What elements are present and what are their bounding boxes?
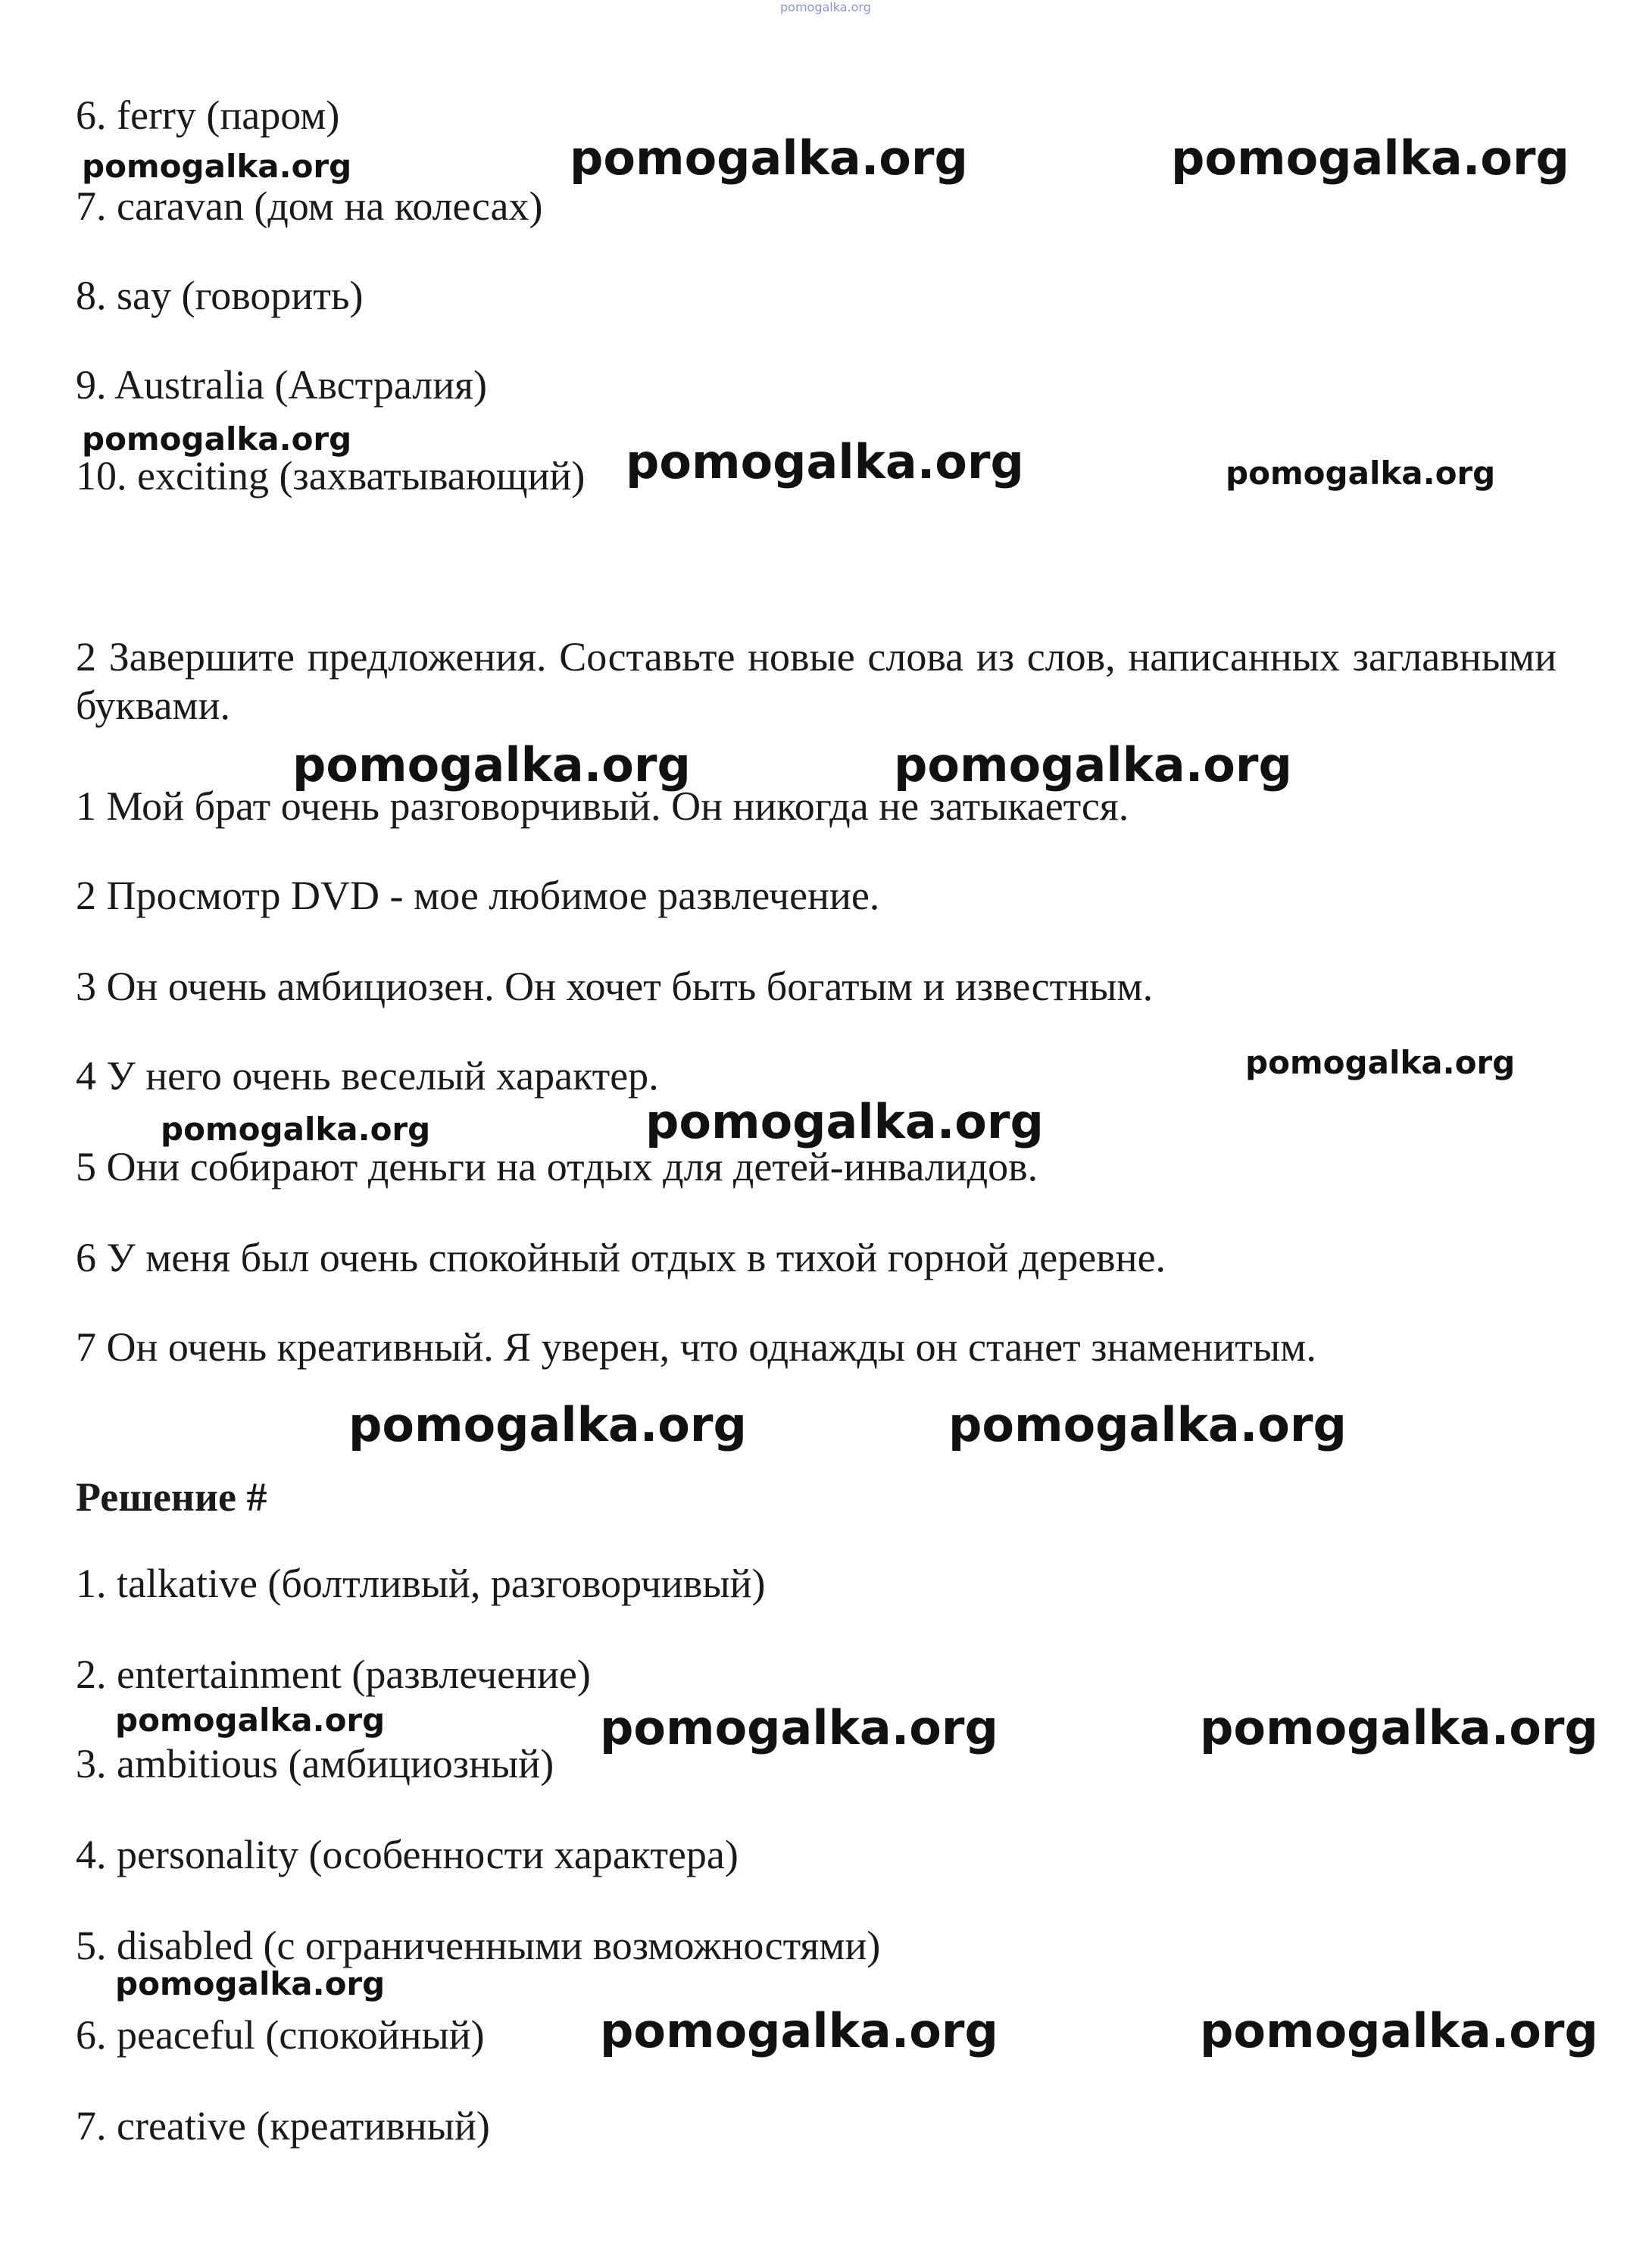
watermark: pomogalka.org <box>894 737 1292 792</box>
watermark: pomogalka.org <box>1200 2003 1598 2058</box>
watermark: pomogalka.org <box>1226 455 1496 492</box>
vocab-item: 8. say (говорить) <box>76 273 364 318</box>
answer-item: 5. disabled (с ограниченными возможностями) <box>76 1923 881 1968</box>
task-sentence: 5 Они собирают деньги на отдых для детей-инвалидов. <box>76 1144 1038 1189</box>
watermark: pomogalka.org <box>1245 1044 1516 1081</box>
watermark: pomogalka.org <box>1200 1700 1598 1755</box>
answer-item: 7. creative (креативный) <box>76 2103 490 2149</box>
vocab-item: 10. exciting (захватывающий) <box>76 453 586 499</box>
watermark: pomogalka.org <box>115 1965 386 2002</box>
watermark: pomogalka.org <box>348 1397 747 1452</box>
answer-item: 4. personality (особенности характера) <box>76 1832 739 1877</box>
watermark: pomogalka.org <box>115 1702 386 1739</box>
watermark: pomogalka.org <box>626 434 1024 489</box>
task-sentence: 3 Он очень амбициозен. Он хочет быть богатым и известным. <box>76 964 1154 1009</box>
answer-item: 3. ambitious (амбициозный) <box>76 1741 554 1786</box>
watermark: pomogalka.org <box>161 1111 431 1148</box>
watermark: pomogalka.org <box>292 737 691 792</box>
task-instruction: 2 Завершите предложения. Составьте новые слова из слов, написанных заглавными буквами. <box>76 634 1557 728</box>
answer-item: 2. entertainment (развлечение) <box>76 1652 591 1697</box>
watermark: pomogalka.org <box>1171 130 1569 186</box>
task-sentence: 2 Просмотр DVD - мое любимое развлечение. <box>76 873 880 918</box>
answer-item: 1. talkative (болтливый, разговорчивый) <box>76 1561 766 1606</box>
answer-item: 6. peaceful (спокойный) <box>76 2012 485 2058</box>
vocab-item: 9. Australia (Австралия) <box>76 362 487 408</box>
watermark: pomogalka.org <box>645 1094 1044 1149</box>
watermark: pomogalka.org <box>600 2003 998 2058</box>
task-sentence: 6 У меня был очень спокойный отдых в тихой горной деревне. <box>76 1235 1166 1280</box>
task-sentence: 1 Мой брат очень разговорчивый. Он никогда не затыкается. <box>76 783 1129 829</box>
top-watermark: pomogalka.org <box>780 0 871 14</box>
watermark: pomogalka.org <box>82 420 352 458</box>
task-sentence: 7 Он очень креативный. Я уверен, что однажды он станет знаменитым. <box>76 1324 1316 1370</box>
vocab-item: 7. caravan (дом на колесах) <box>76 183 543 229</box>
task-sentence: 4 У него очень веселый характер. <box>76 1053 659 1099</box>
watermark: pomogalka.org <box>82 148 352 185</box>
watermark: pomogalka.org <box>570 130 968 186</box>
solution-heading: Решение # <box>76 1474 267 1520</box>
watermark: pomogalka.org <box>948 1397 1347 1452</box>
vocab-item: 6. ferry (паром) <box>76 92 340 138</box>
watermark: pomogalka.org <box>600 1700 998 1755</box>
